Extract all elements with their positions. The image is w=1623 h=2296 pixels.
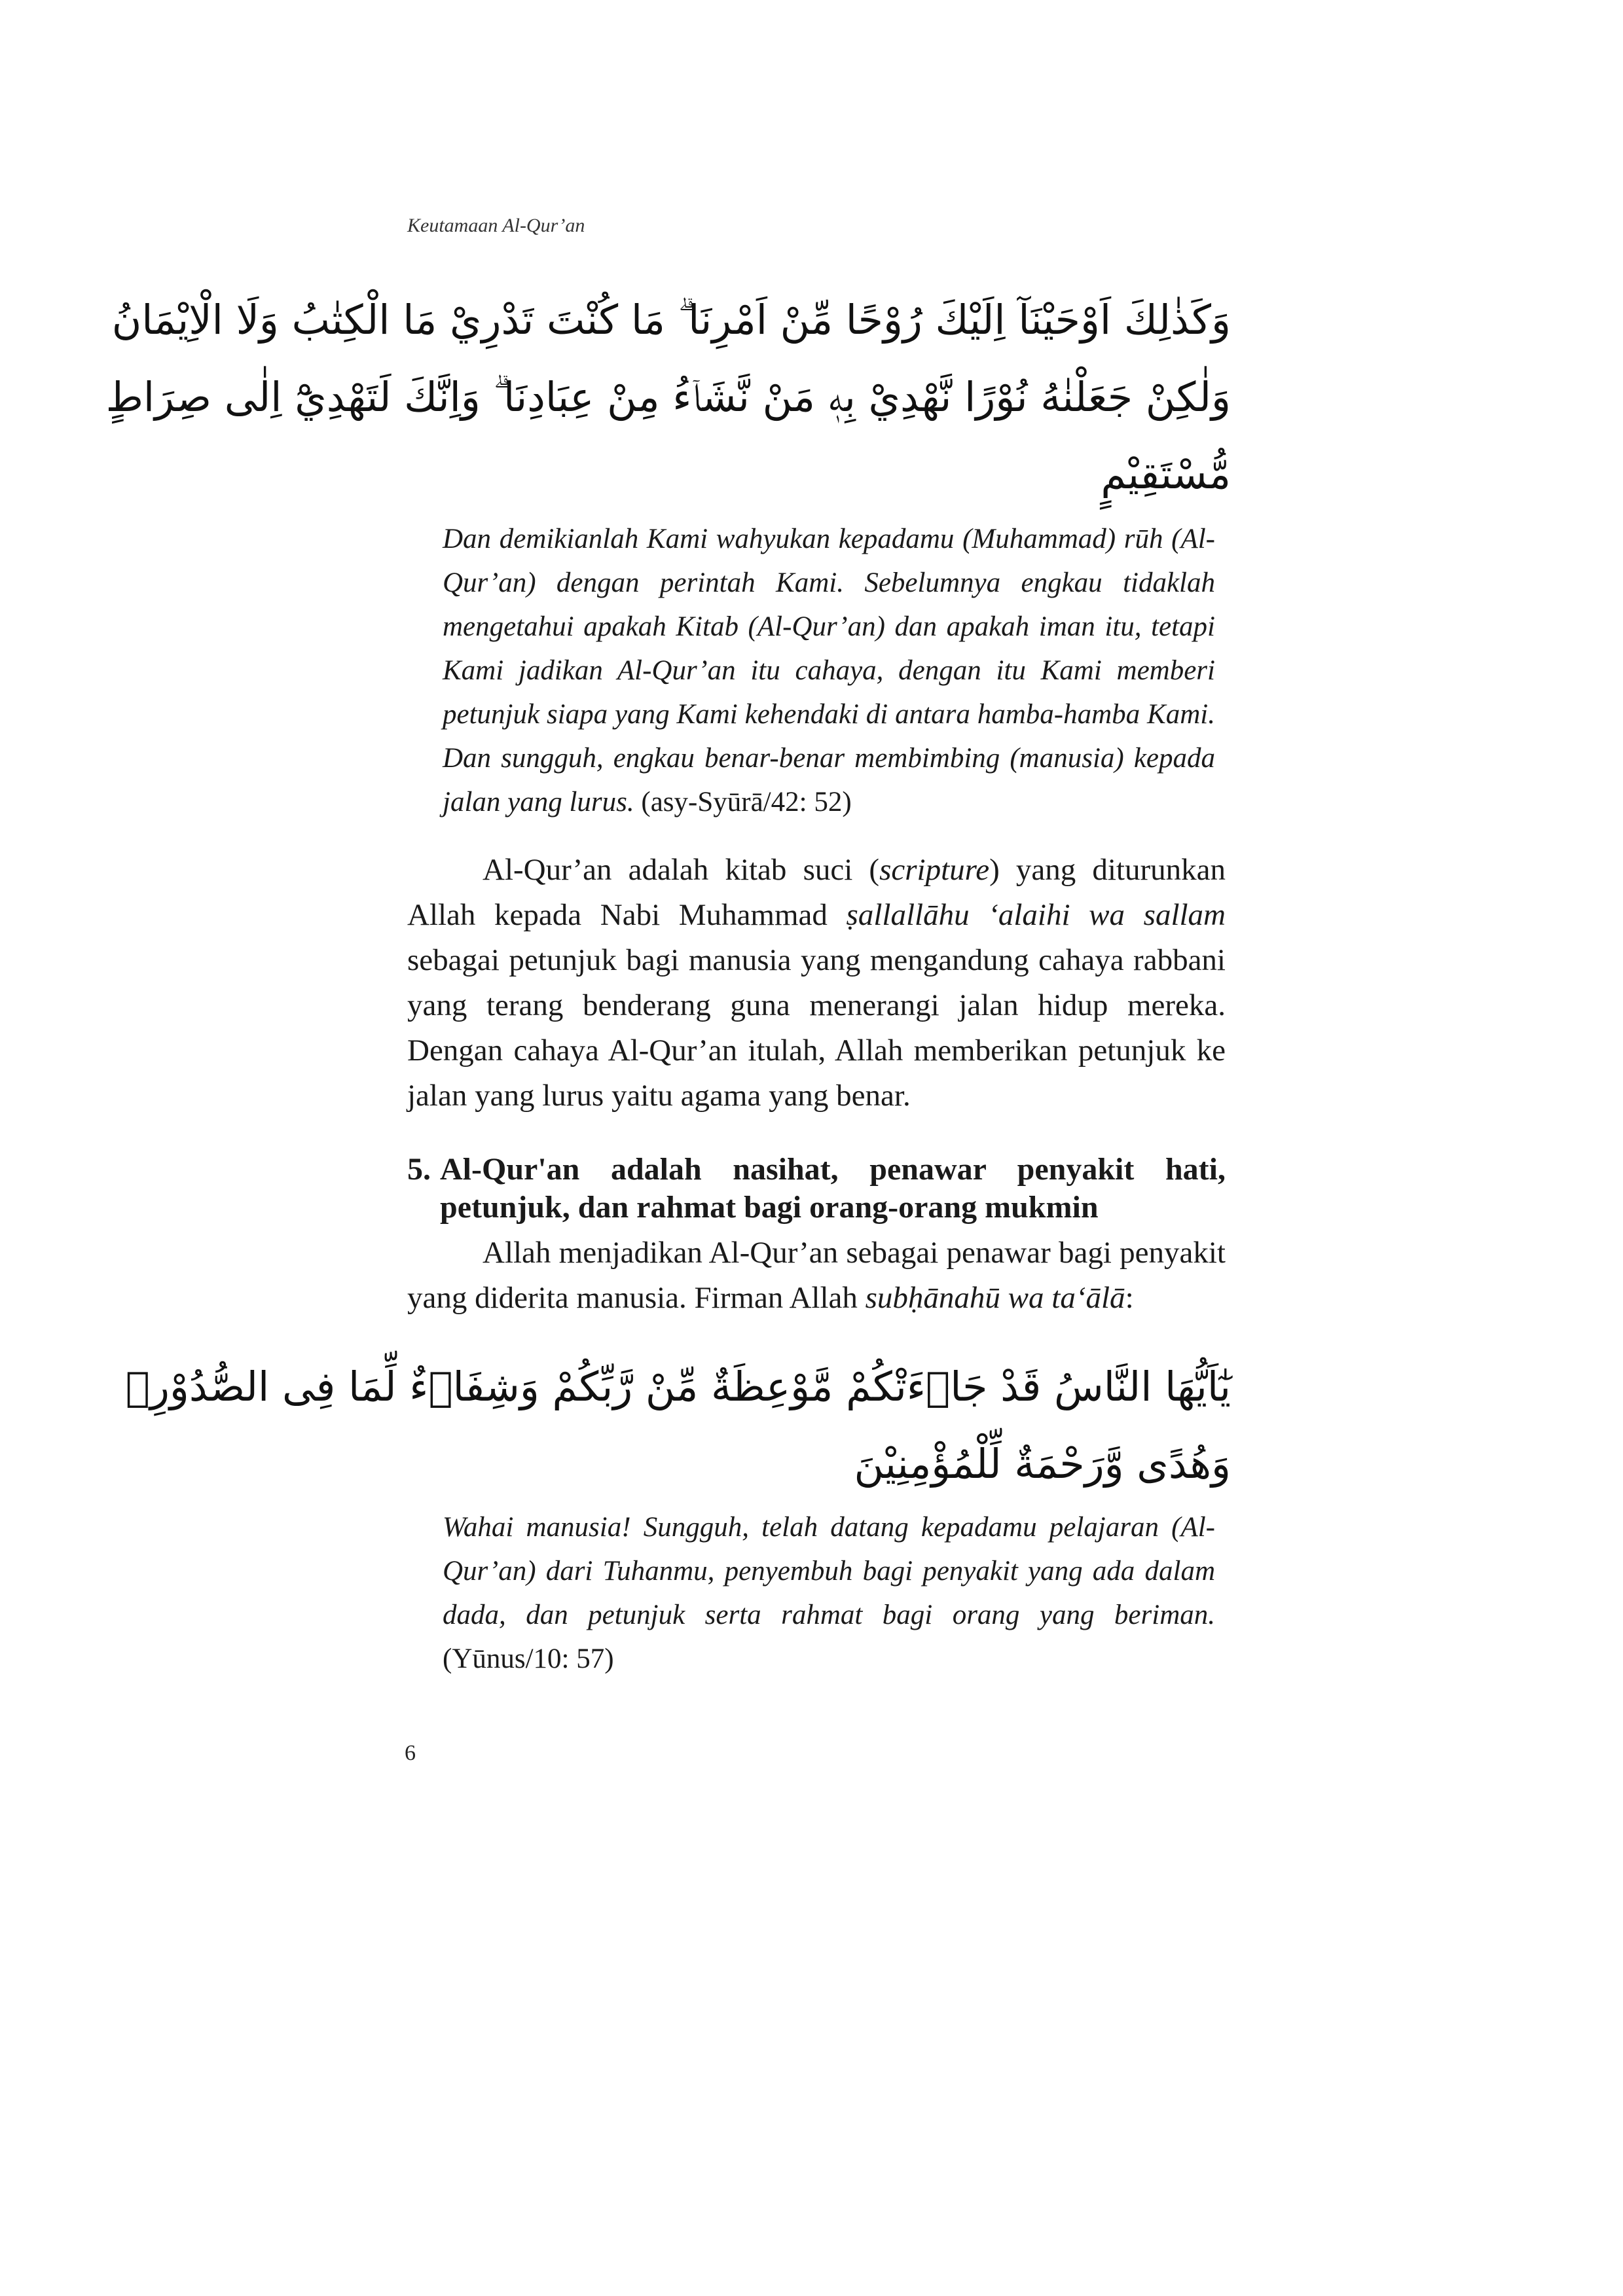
body-paragraph-1	[407, 848, 1226, 1119]
body-paragraph-2	[407, 1230, 1226, 1321]
arabic-line: وَهُدًى وَّرَحْمَةٌ لِّلْمُؤْمِنِيْنَ	[854, 1440, 1231, 1488]
section-title: Al-Qur'an adalah nasihat, penawar penyakit hati, petunjuk, dan rahmat bagi orang-orang mukmin	[440, 1152, 1226, 1225]
text-run: ) yang diturunkan Allah kepada Nabi Muhammad	[407, 853, 1226, 932]
arabic-verse-yunus-57	[125, 1348, 1231, 1503]
italic-term: ṣallallāhu ‘alaihi wa sallam	[846, 898, 1226, 932]
text-run: Allah menjadikan Al-Qur’an sebagai penawar bagi penyakit yang diderita manusia. Firman Allah	[407, 1236, 1226, 1315]
italic-term: scripture	[879, 853, 990, 887]
text-run: sebagai petunjuk bagi manusia yang mengandung cahaya rabbani yang terang benderang guna menerangi jalan hidup mereka. Dengan cahaya Al-Qur’an itulah, Allah memberikan petunjuk ke jalan yang lurus yaitu agama yang benar.	[407, 943, 1226, 1113]
translation-text: Wahai manusia! Sungguh, telah datang kepadamu pelajaran (Al-Qur’an) dari Tuhanmu, penyembuh bagi penyakit yang ada dalam dada, dan petunjuk serta rahmat bagi orang yang beriman.	[443, 1512, 1215, 1630]
verse-translation-1	[443, 517, 1215, 824]
arabic-verse-ash-shura-52	[105, 281, 1231, 513]
page-number: 6	[405, 1741, 416, 1765]
running-header: Keutamaan Al-Qur’an	[407, 215, 585, 236]
verse-reference: (asy-Syūrā/42: 52)	[641, 787, 852, 817]
section-heading	[407, 1151, 1226, 1227]
section-number: 5.	[407, 1152, 431, 1187]
arabic-line: وَلٰكِنْ جَعَلْنٰهُ نُوْرًا نَّهْدِيْ بِهٖ مَنْ نَّشَاۤءُ مِنْ عِبَادِنَا ۗ وَاِنَّكَ لَتَهْدِيْٓ اِلٰى صِرَاطٍ	[105, 373, 1231, 421]
italic-term: subḥānahū wa ta‘ālā	[865, 1281, 1125, 1315]
text-run: :	[1125, 1281, 1134, 1315]
verse-translation-2	[443, 1505, 1215, 1681]
arabic-line: يٰٓاَيُّهَا النَّاسُ قَدْ جَاۤءَتْكُمْ مَّوْعِظَةٌ مِّنْ رَّبِّكُمْ وَشِفَاۤءٌ لِّمَا فِى الصُّدُوْرِۙ	[125, 1363, 1231, 1410]
arabic-line: مُّسْتَقِيْمٍ	[1101, 450, 1231, 498]
text-run: Al-Qur’an adalah kitab suci (	[483, 853, 880, 887]
arabic-line: وَكَذٰلِكَ اَوْحَيْنَآ اِلَيْكَ رُوْحًا مِّنْ اَمْرِنَا ۗ مَا كُنْتَ تَدْرِيْ مَا الْكِتٰبُ وَلَا الْاِيْمَانُ	[111, 296, 1231, 344]
verse-reference: (Yūnus/10: 57)	[443, 1643, 614, 1674]
translation-text: Dan demikianlah Kami wahyukan kepadamu (Muhammad) rūh (Al-Qur’an) dengan perintah Kami. Sebelumnya engkau tidaklah mengetahui apakah Kitab (Al-Qur’an) dan apakah iman itu, tetapi Kami jadikan Al-Qur’an itu cahaya, dengan itu Kami memberi petunjuk siapa yang Kami kehendaki di antara hamba-hamba Kami. Dan sungguh, engkau benar-benar membimbing (manusia) kepada jalan yang lurus.	[443, 524, 1215, 817]
